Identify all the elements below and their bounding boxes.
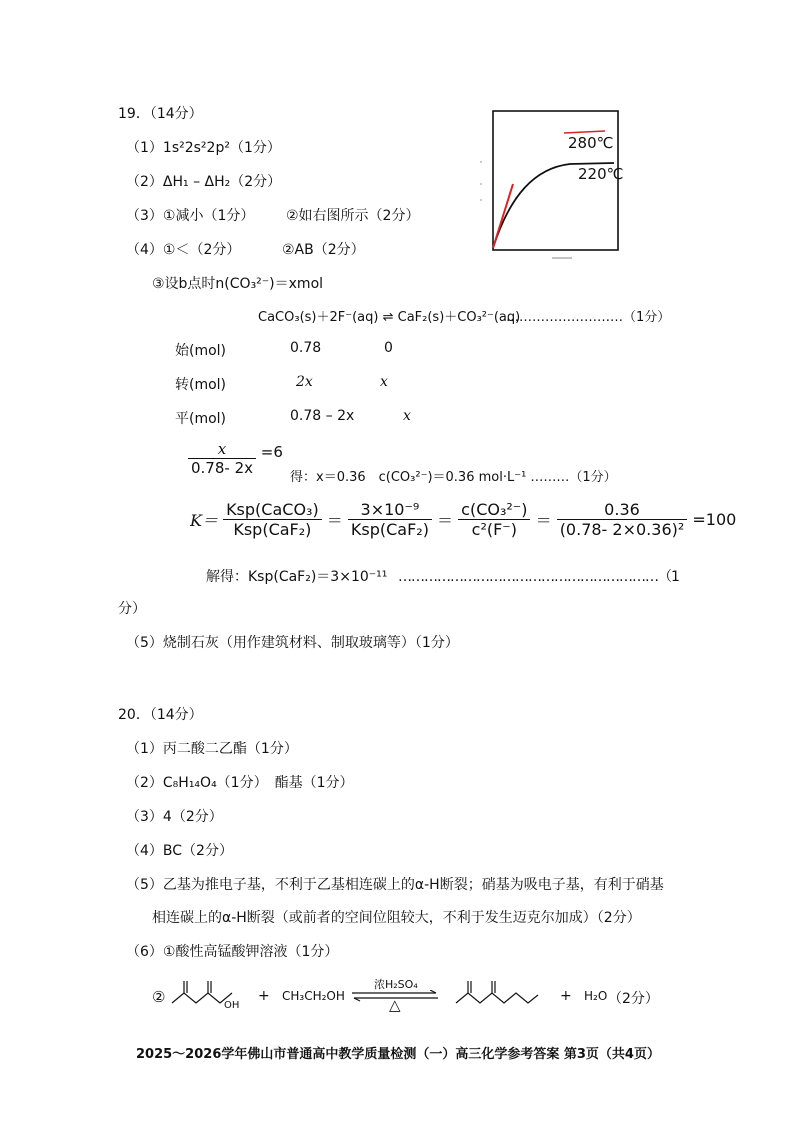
k-f1-num: Ksp(CaCO₃) (223, 500, 322, 520)
k-f1-den: Ksp(CaF₂) (233, 520, 312, 539)
fraction-denominator: 0.78- 2x (191, 459, 253, 477)
k-equals: ＝ (535, 511, 552, 530)
k-expression (190, 500, 736, 539)
ice-cell: 0.78 (290, 340, 322, 356)
equilibrium-equation: CaCO₃(s)＋2F⁻(aq) ⇌ CaF₂(s)＋CO₃²⁻(aq) (258, 310, 521, 325)
k-lhs: K＝ (190, 511, 218, 530)
ice-row-label: 平(mol) (175, 411, 227, 427)
water-formula: H₂O (584, 989, 608, 1003)
k-tail: =100 (692, 510, 737, 529)
q20-part2: （2）C₈H₁₄O₄（1分） 酯基（1分） (126, 775, 354, 791)
ethyl-acetoacetate-structure (452, 975, 542, 1019)
ice-cell: x (380, 374, 388, 390)
k-f2-den: Ksp(CaF₂) (350, 520, 429, 539)
ice-cell: 2x (296, 374, 313, 390)
q19-part2: （2）ΔH₁ – ΔH₂（2分） (126, 174, 282, 190)
q19-part3-a: （3）①减小（1分） (126, 208, 255, 224)
label-280: 280℃ (568, 134, 614, 152)
reaction-index: ② (152, 988, 166, 1006)
ice-cell: x (403, 408, 411, 424)
q20-part6: （6）①酸性高锰酸钾溶液（1分） (126, 944, 339, 960)
solve-dots: ……………………………………………………（1 (398, 569, 679, 585)
equation-score: ………………………（1分） (506, 310, 671, 325)
acetoacetic-acid-structure (168, 975, 248, 1019)
q20-header: 20．（14分） (118, 707, 203, 723)
label-220: 220℃ (578, 165, 624, 183)
k-equals: ＝ (326, 511, 343, 530)
ethanol-formula: CH₃CH₂OH (282, 989, 345, 1003)
ice-cell: 0 (384, 340, 393, 356)
q20-part5-line1: （5）乙基为推电子基，不利于乙基相连碳上的α-H断裂；硝基为吸电子基，有利于硝基 (126, 877, 664, 893)
page-footer: 2025～2026学年佛山市普通高中教学质量检测（一）高三化学参考答案 第3页（共4页） (136, 1047, 660, 1062)
k-f3-num: c(CO₃²⁻) (458, 500, 530, 520)
ice-row-label: 始(mol) (175, 343, 227, 359)
q20-part3: （3）4（2分） (126, 809, 223, 825)
heat-symbol: △ (389, 996, 401, 1014)
ice-cell: 0.78 – 2x (290, 408, 355, 424)
k-f2-num: 3×10⁻⁹ (348, 500, 432, 520)
k-equals: ＝ (437, 511, 454, 530)
oh-label: OH (224, 1000, 240, 1011)
temperature-graph (480, 100, 640, 279)
plus-sign: + (258, 988, 270, 1004)
fraction-result: =6 (260, 443, 283, 461)
k-f4-den: (0.78- 2×0.36)² (559, 520, 685, 539)
q20-part4: （4）BC（2分） (126, 843, 233, 859)
q19-part4-a: （4）①＜（2分） (126, 242, 241, 258)
ratio-equation (188, 440, 283, 477)
solve-wrap: 分） (118, 601, 146, 617)
plus-sign: + (560, 988, 572, 1004)
q19-header: 19．（14分） (118, 106, 203, 122)
result-line: 得：x＝0.36 c(CO₃²⁻)＝0.36 mol·L⁻¹ ………（1分） (290, 470, 617, 485)
fraction-numerator: x (188, 440, 256, 459)
catalyst-label: 浓H₂SO₄ (374, 978, 418, 991)
q19-part1: （1）1s²2s²2p²（1分） (126, 140, 281, 156)
ice-row-label: 转(mol) (175, 377, 227, 393)
solve-line: 解得：Ksp(CaF₂)＝3×10⁻¹¹ (206, 569, 388, 585)
q19-part4-c: ③设b点时n(CO₃²⁻)＝xmol (152, 276, 324, 292)
q20-part5-line2: 相连碳上的α-H断裂（或前者的空间位阻较大，不利于发生迈克尔加成）（2分） (152, 910, 641, 926)
q19-part5: （5）烧制石灰（用作建筑材料、制取玻璃等）（1分） (126, 635, 459, 651)
reaction-score: （2分） (608, 991, 659, 1007)
q20-part1: （1）丙二酸二乙酯（1分） (126, 741, 298, 757)
k-f3-den: c²(F⁻) (471, 520, 517, 539)
q19-part4-b: ②AB（2分） (282, 242, 365, 258)
q19-part3-b: ②如右图所示（2分） (286, 208, 420, 224)
k-f4-num: 0.36 (557, 500, 688, 520)
